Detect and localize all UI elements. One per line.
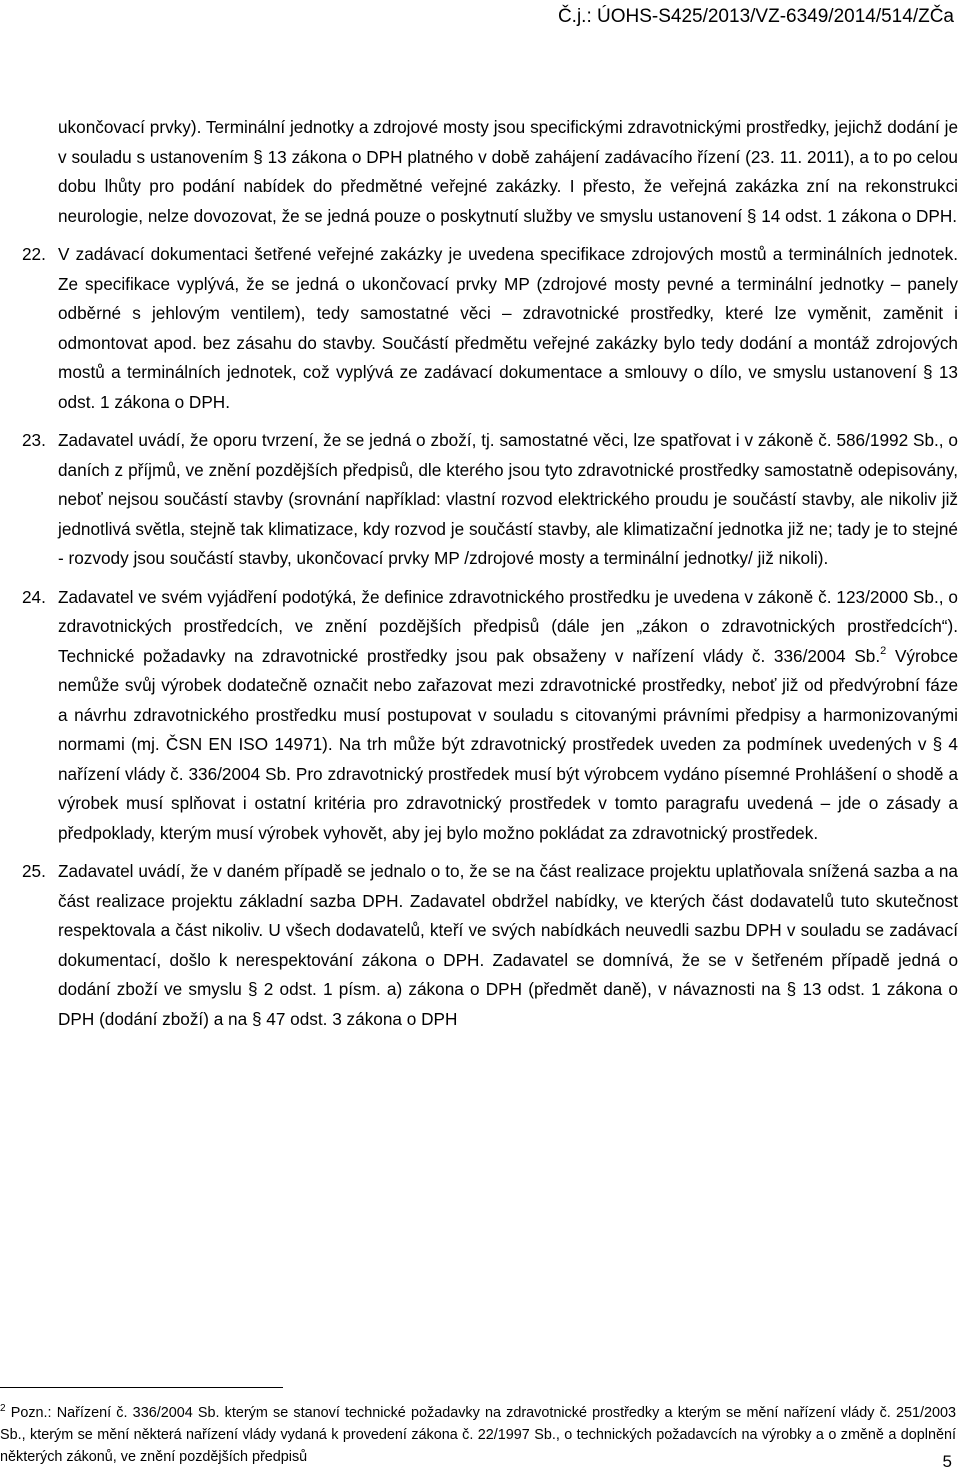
numbered-paragraph-23 bbox=[22, 426, 958, 574]
paragraph-text: Zadavatel uvádí, že oporu tvrzení, že se jedná o zboží, tj. samostatné věci, lze spatřovat i v zákoně č. 586/1992 Sb., o daních z příjmů, ve znění pozdějších předpisů, dle kterého jsou tyto zdravotnické prostředky samostatně odepisovány, neboť nejsou součástí stavby (srovnání například: vlastní rozvod elektrického proudu je součástí stavby, ale nikoliv již jednotlivá světla, stejně tak klimatizace, kdy rozvod je součástí stavby, ale klimatizační jednotka již ne; tady je to stejné - rozvody jsou součástí stavby, ukončovací prvky MP /zdrojové mosty a terminální jednotky/ již nikoli). bbox=[58, 430, 958, 568]
document-body bbox=[22, 113, 959, 1034]
paragraph-text bbox=[58, 583, 958, 849]
paragraph-number: 22. bbox=[22, 244, 46, 264]
footnote-text: Pozn.: Nařízení č. 336/2004 Sb. kterým se stanoví technické požadavky na zdravotnické prostředky a kterým se mění nařízení vlády č. 251/2003 Sb., kterým se mění některá nařízení vlády vydaná k provedení zákona č. 22/1997 Sb., o technických požadavcích na výrobky a o změně a doplnění některých zákonů, ve znění pozdějších předpisů bbox=[0, 1405, 956, 1465]
paragraph-text-part: Výrobce nemůže svůj výrobek dodatečně označit nebo zařazovat mezi zdravotnické prostředky, neboť již od předvýrobní fáze a návrhu zdravotnického prostředku musí postupovat v souladu s citovanými právními předpisy a harmonizovanými normami (mj. ČSN EN ISO 14971). Na trh může být zdravotnický prostředek uveden za podmínek uvedených v § 4 nařízení vlády č. 336/2004 Sb. Pro zdravotnický prostředek musí být výrobcem vydáno písemné Prohlášení o shodě a výrobek musí splňovat i ostatní kritéria pro zdravotnický prostředek v tomto paragrafu uvedená – jde o zásady a předpoklady, kterým musí výrobek vyhovět, aby jej bylo možno pokládat za zdravotnický prostředek. bbox=[58, 645, 959, 843]
document-reference-header: Č.j.: ÚOHS-S425/2013/VZ-6349/2014/514/ZČa bbox=[557, 6, 954, 27]
paragraph-number: 25. bbox=[22, 861, 46, 881]
footnote-marker: 2 bbox=[0, 1403, 6, 1414]
footnote-separator bbox=[0, 1387, 283, 1388]
numbered-paragraph-24 bbox=[22, 583, 959, 849]
footnote-reference[interactable]: 2 bbox=[880, 644, 887, 657]
paragraph-number: 23. bbox=[22, 430, 46, 450]
intro-paragraph: ukončovací prvky). Terminální jednotky a zdrojové mosty jsou specifickými zdravotnickými prostředky, jejichž dodání je v souladu s ustanovením § 13 zákona o DPH platného v době zahájení zadávacího řízení (23. 11. 2011), a to po celou dobu lhůty pro podání nabídek do předmětné veřejné zakázky. I přesto, že veřejná zakázka zní na rekonstrukci neurologie, nelze dovozovat, že se jedná pouze o poskytnutí služby ve smyslu ustanovení § 14 odst. 1 zákona o DPH. bbox=[58, 117, 958, 226]
page-number: 5 bbox=[942, 1452, 952, 1471]
numbered-paragraph-22 bbox=[22, 240, 958, 417]
paragraph-number: 24. bbox=[22, 586, 46, 607]
numbered-paragraph-25 bbox=[22, 857, 958, 1034]
paragraph-text-part: Zadavatel ve svém vyjádření podotýká, že definice zdravotnického prostředku je uvedena v zákoně č. 123/2000 Sb., o zdravotnických prostředcích, ve znění pozdějších předpisů (dále jen „zákon o zdravotnických prostředcích“). Technické požadavky na zdravotnické prostředky jsou pak obsaženy v nařízení vlády č. 336/2004 Sb. bbox=[58, 586, 958, 666]
footnote bbox=[0, 1402, 956, 1468]
paragraph-text: Zadavatel uvádí, že v daném případě se jednalo o to, že se na část realizace projektu uplatňovala snížená sazba a na část realizace projektu základní sazba DPH. Zadavatel obdržel nabídky, ve kterých část dodavatelů tuto skutečnost respektovala a část nikoliv. U všech dodavatelů, kteří ve svých nabídkách neuvedli sazbu DPH v souladu se zadávací dokumentací, došlo k nerespektování zákona o DPH. Zadavatel se domnívá, že se v šetřeném případě jedná o dodání zboží ve smyslu § 2 odst. 1 písm. a) zákona o DPH (předmět daně), v návaznosti na § 13 odst. 1 zákona o DPH (dodání zboží) a na § 47 odst. 3 zákona o DPH bbox=[58, 861, 958, 1029]
paragraph-text: V zadávací dokumentaci šetřené veřejné zakázky je uvedena specifikace zdrojových mostů a terminálních jednotek. Ze specifikace vyplývá, že se jedná o ukončovací prvky MP (zdrojové mosty pevné a terminální jednotky – panely odběrné s jehlovým ventilem), tedy samostatné věci – zdravotnické prostředky, které lze vyměnit, zaměnit i odmontovat apod. bez zásahu do stavby. Součástí předmětu veřejné zakázky bylo tedy dodání a montáž zdrojových mostů a terminálních jednotek, což vyplývá ze zadávací dokumentace a smlouvy o dílo, ve smyslu ustanovení § 13 odst. 1 zákona o DPH. bbox=[58, 244, 958, 412]
